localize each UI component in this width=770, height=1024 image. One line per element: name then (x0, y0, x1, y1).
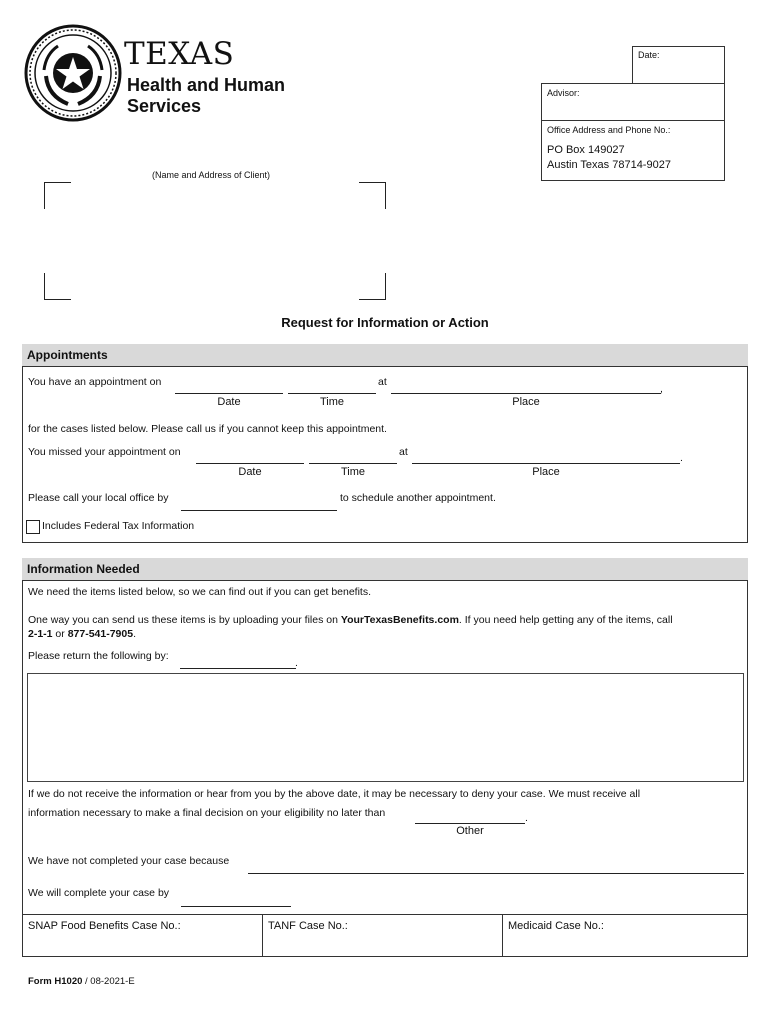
appointment-place-field[interactable] (391, 393, 661, 394)
final-decision-period: . (525, 812, 528, 824)
need-items-text: We need the items listed below, so we can find out if you can get benefits. (28, 586, 372, 598)
fti-label: Includes Federal Tax Information (42, 520, 195, 532)
upload-instructions: One way you can send us these items is by uploading your files on YourTexasBenefits.com. If you need help getting any of the items, call (28, 614, 673, 626)
snap-case-label: SNAP Food Benefits Case No.: (28, 920, 181, 932)
brand-title: TEXAS (124, 36, 235, 72)
will-complete-date-field[interactable] (181, 906, 291, 907)
office-address-label: Office Address and Phone No.: (547, 125, 671, 135)
deny-text-line2: information necessary to make a final decision on your eligibility no later than (28, 807, 386, 819)
appointment-at-text: at (378, 376, 387, 388)
missed-place-field[interactable] (412, 463, 680, 464)
office-address-line2: Austin Texas 78714-9027 (547, 159, 671, 171)
client-address-label: (Name and Address of Client) (152, 170, 271, 180)
missed-time-label: Time (340, 466, 366, 478)
office-address-box (541, 120, 725, 181)
hhs-seal-logo (24, 24, 122, 122)
appointments-heading: Appointments (22, 344, 748, 366)
return-by-date-field[interactable] (180, 668, 296, 669)
call-office-text: Please call your local office by (28, 492, 169, 504)
missed-date-label: Date (238, 466, 262, 478)
missed-time-field[interactable] (309, 463, 397, 464)
snap-case-cell[interactable] (22, 914, 263, 957)
appointment-comma: , (660, 383, 663, 395)
tanf-case-cell[interactable] (262, 914, 503, 957)
brand-subtitle-2: Services (127, 96, 202, 116)
will-complete-text: We will complete your case by (28, 887, 170, 899)
client-address-area (44, 182, 386, 300)
help-phone-line: 2-1-1 or 877-541-7905. (28, 628, 136, 640)
appointment-place-label: Place (512, 396, 540, 408)
medicaid-case-cell[interactable] (502, 914, 748, 957)
call-by-date-field[interactable] (181, 510, 337, 511)
items-list-box[interactable] (27, 673, 744, 782)
missed-at-text: at (399, 446, 408, 458)
appointment-time-label: Time (319, 396, 345, 408)
missed-place-label: Place (532, 466, 560, 478)
brand-subtitle-1: Health and Human (127, 75, 286, 95)
not-completed-reason-field[interactable] (248, 873, 744, 874)
tanf-case-label: TANF Case No.: (268, 920, 348, 932)
phone-211[interactable]: 2-1-1 (28, 628, 53, 640)
phone-877[interactable]: 877-541-7905 (67, 628, 134, 640)
return-by-period: . (295, 657, 298, 669)
medicaid-case-label: Medicaid Case No.: (508, 920, 604, 932)
appointment-date-field[interactable] (175, 393, 283, 394)
appointment-text: You have an appointment on (28, 376, 162, 388)
return-by-text: Please return the following by: (28, 650, 169, 662)
fti-checkbox[interactable] (26, 520, 40, 534)
appointment-date-label: Date (217, 396, 241, 408)
missed-period: . (680, 452, 683, 464)
final-decision-date-field[interactable] (415, 823, 525, 824)
advisor-label: Advisor: (547, 88, 580, 98)
form-title: Request for Information or Action (281, 315, 489, 330)
missed-date-field[interactable] (196, 463, 304, 464)
appointment-time-field[interactable] (288, 393, 376, 394)
date-field-box[interactable] (632, 46, 725, 84)
deny-text-line1: If we do not receive the information or hear from you by the above date, it may be necessary to deny your case. We must receive all (28, 788, 641, 800)
cases-text: for the cases listed below. Please call us if you cannot keep this appointment. (28, 423, 387, 435)
schedule-text: to schedule another appointment. (340, 492, 496, 504)
advisor-field-box[interactable] (541, 83, 725, 121)
form-number: Form H1020 / 08-2021-E (28, 976, 135, 987)
date-label: Date: (638, 50, 660, 60)
missed-appointment-text: You missed your appointment on (28, 446, 181, 458)
your-texas-benefits-site[interactable]: YourTexasBenefits.com (340, 614, 459, 626)
other-label: Other (456, 825, 484, 837)
office-address-line1: PO Box 149027 (547, 144, 625, 156)
information-needed-heading: Information Needed (22, 558, 748, 580)
not-completed-text: We have not completed your case because (28, 855, 230, 867)
